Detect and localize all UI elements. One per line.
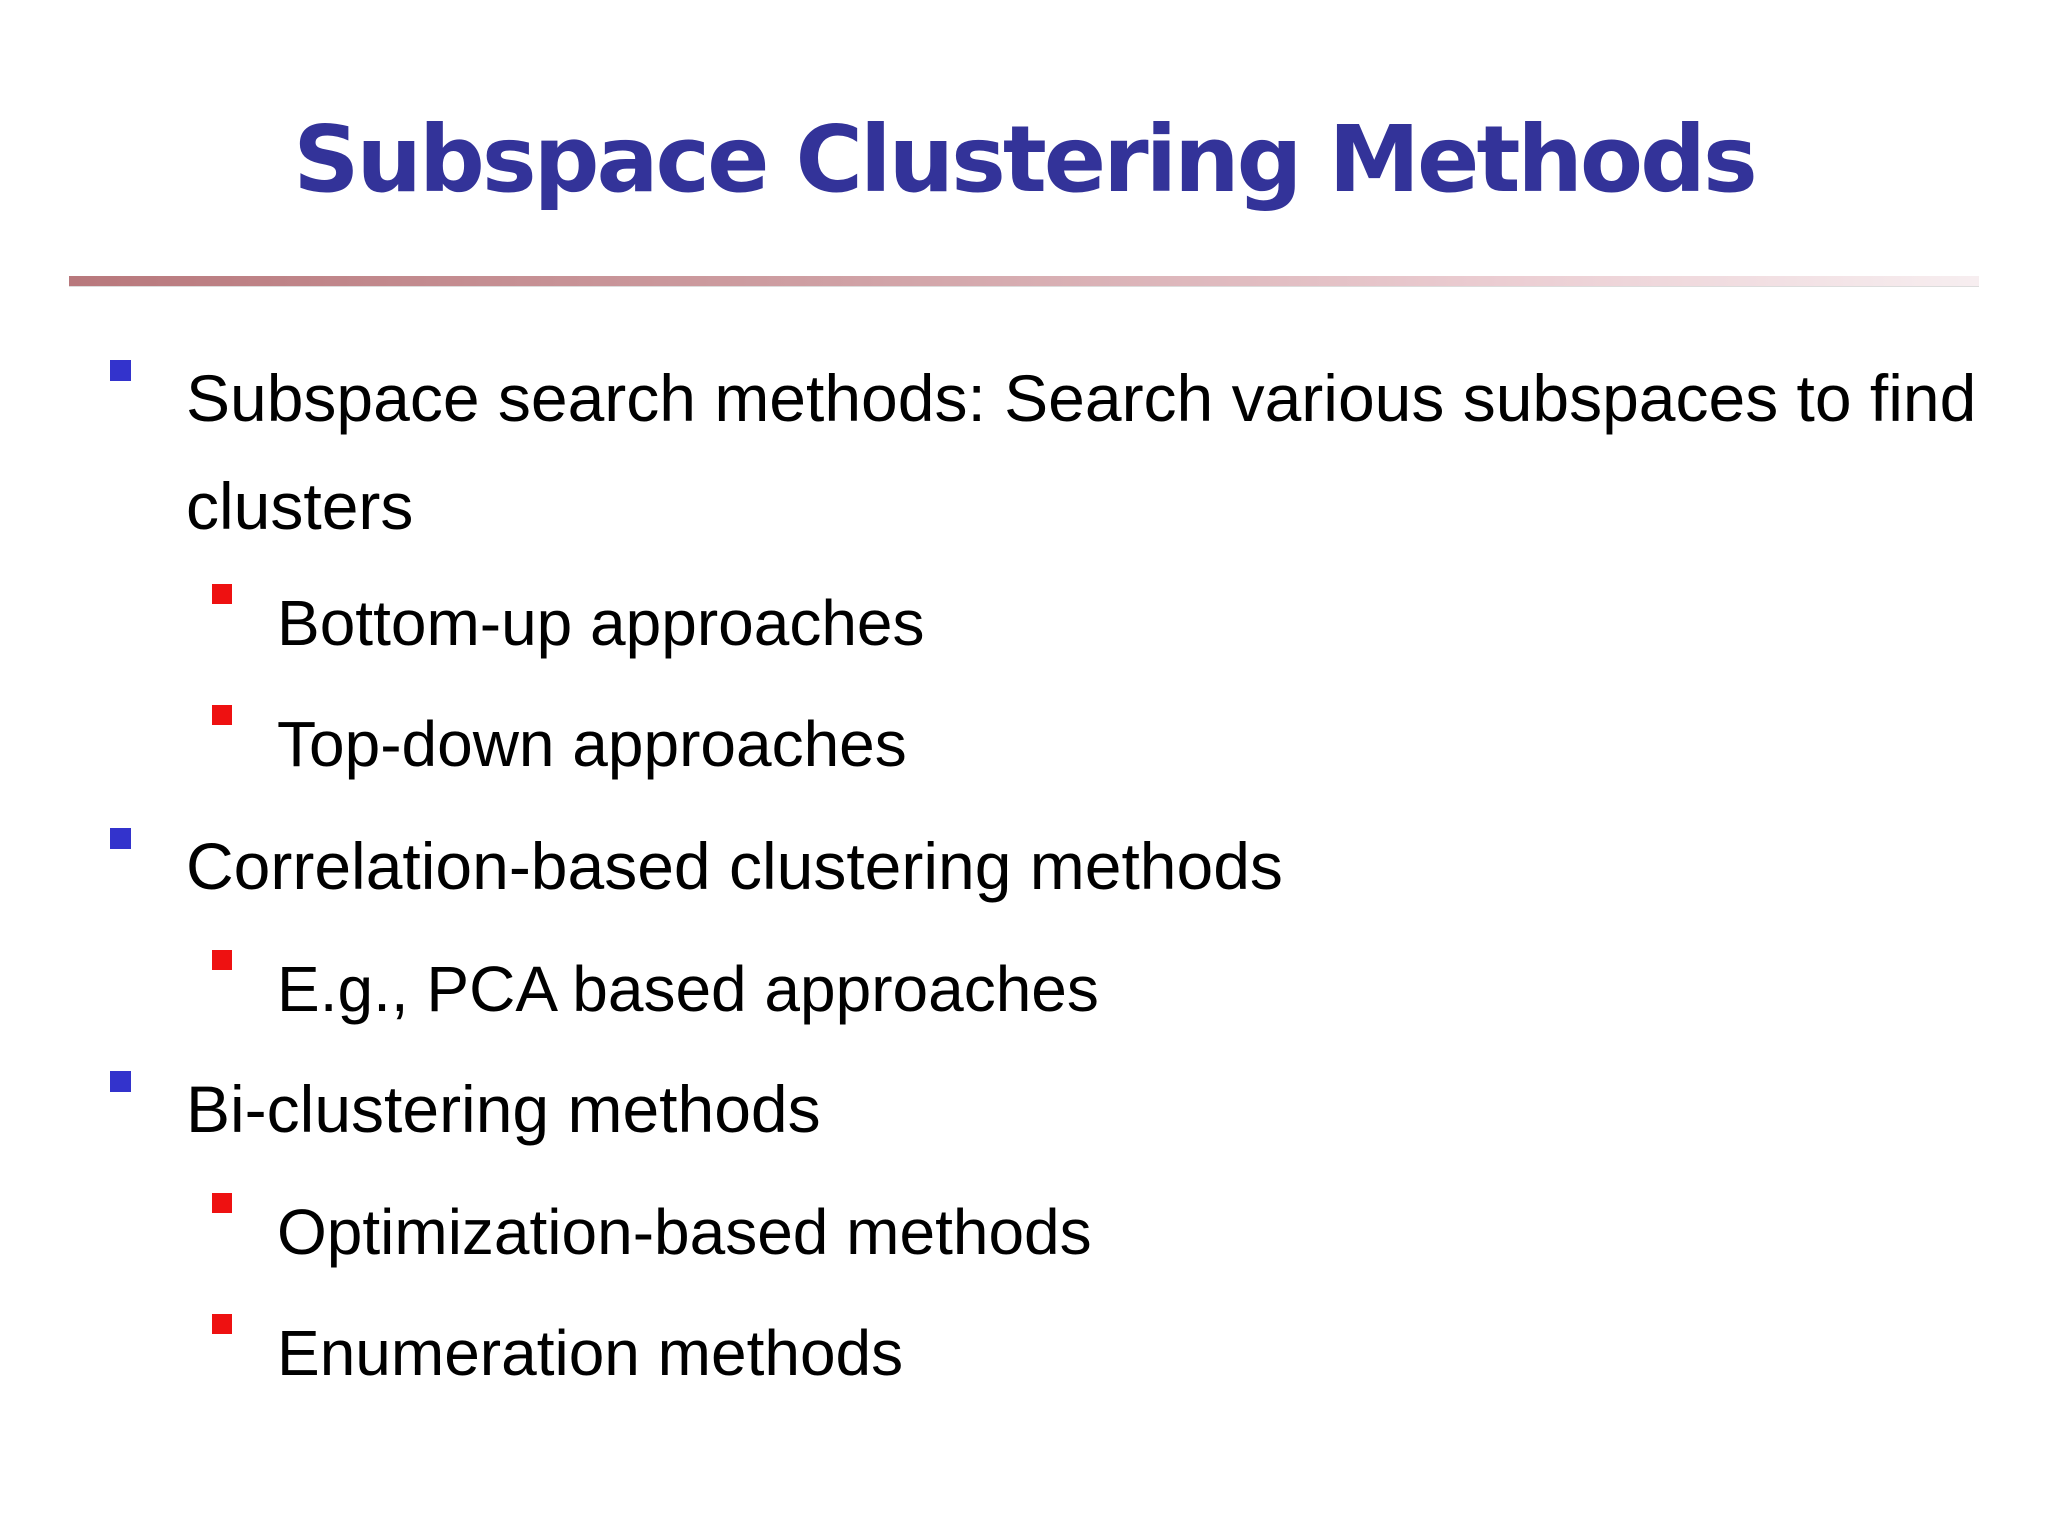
bullet-text: Correlation-based clustering methods [186, 829, 1283, 903]
bullet-text: Enumeration methods [277, 1317, 904, 1389]
bullet-text: Bi-clustering methods [186, 1072, 821, 1146]
square-bullet-icon [110, 360, 131, 381]
bullet-text: Top-down approaches [277, 708, 907, 780]
bullet-text: Optimization-based methods [277, 1196, 1092, 1268]
square-bullet-icon [212, 1314, 232, 1334]
square-bullet-icon [110, 828, 131, 849]
square-bullet-icon [212, 950, 232, 970]
square-bullet-icon [212, 1193, 232, 1213]
square-bullet-icon [212, 705, 232, 725]
slide-title: Subspace Clustering Methods [293, 106, 1755, 213]
bullet-text: Subspace search methods: Search various subspaces to find clusters [186, 361, 1977, 543]
square-bullet-icon [110, 1071, 131, 1092]
bullet-text: E.g., PCA based approaches [277, 953, 1099, 1025]
square-bullet-icon [212, 584, 232, 604]
bullet-text: Bottom-up approaches [277, 587, 925, 659]
